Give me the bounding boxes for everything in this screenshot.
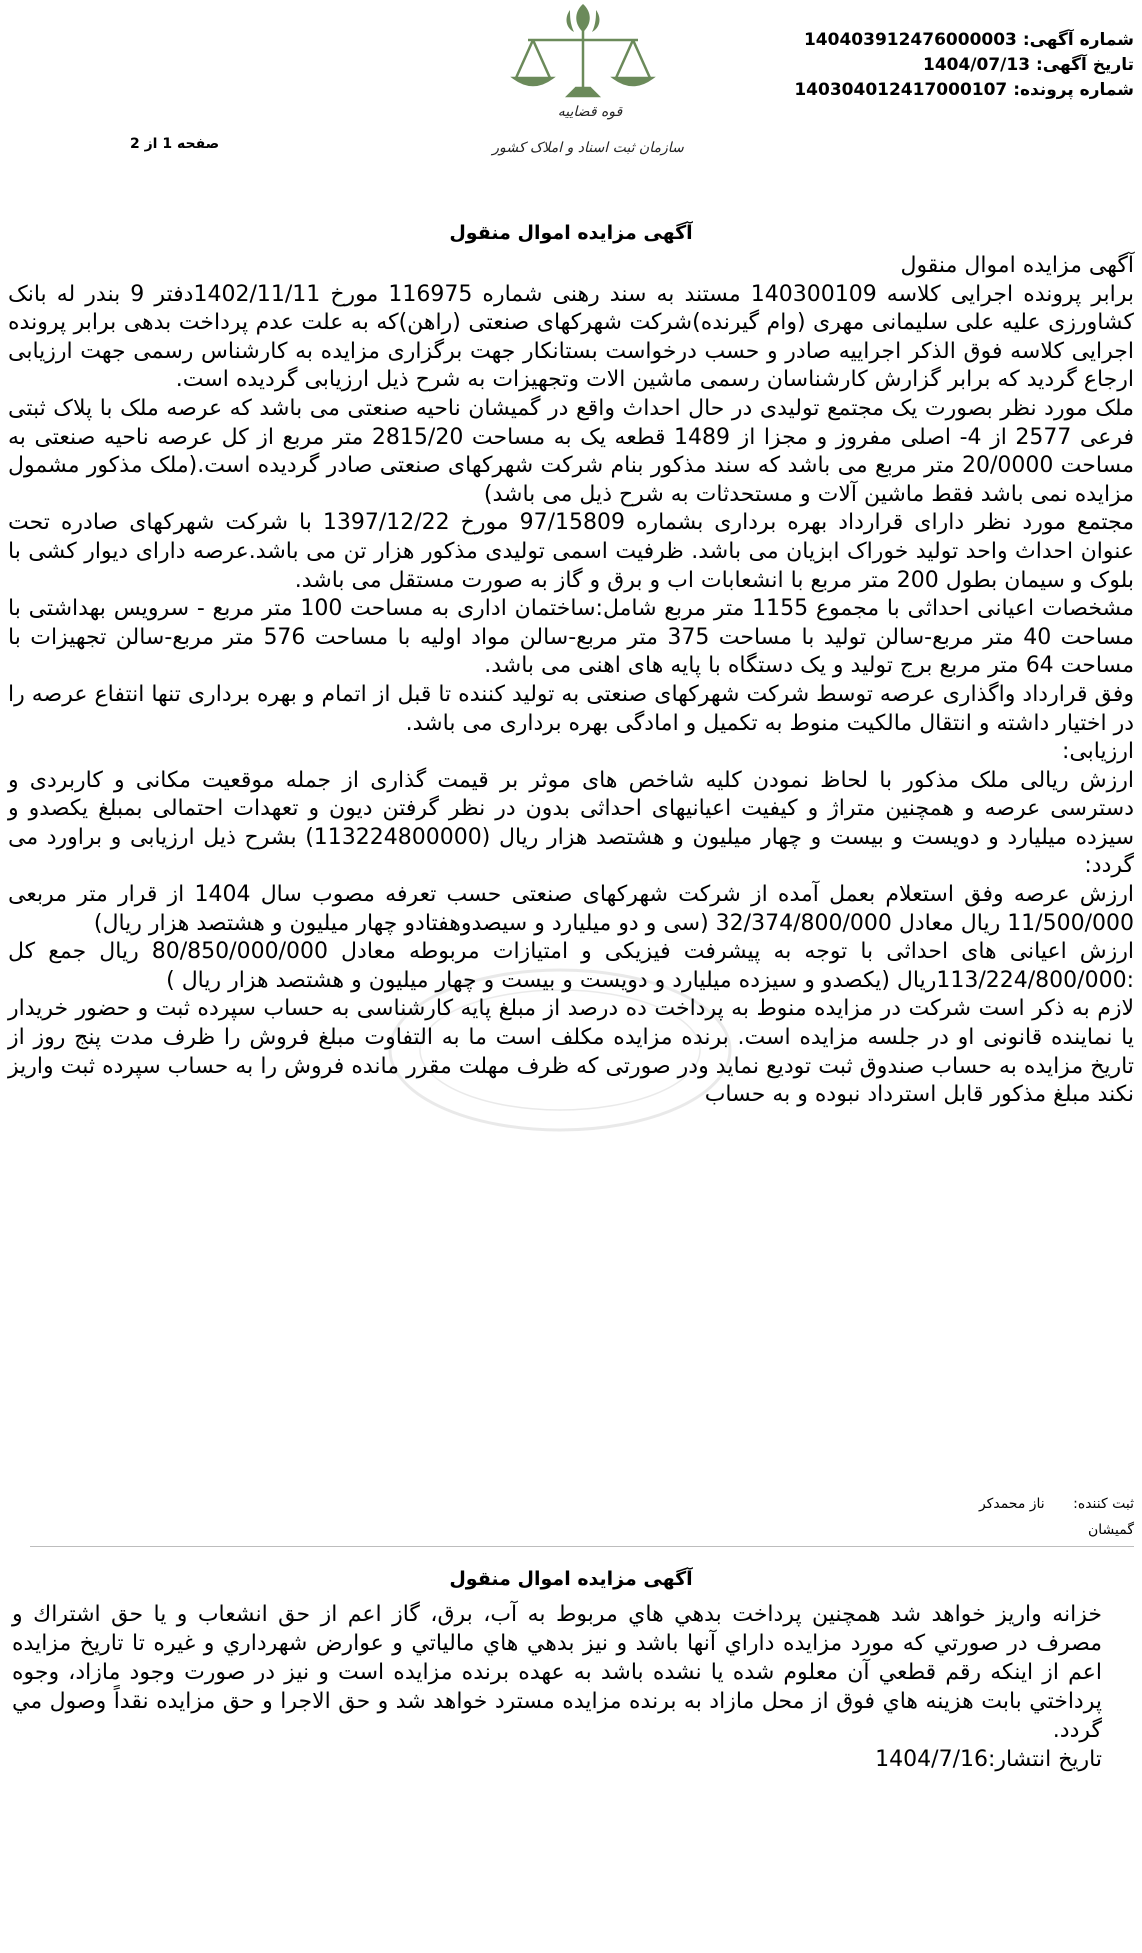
notice1-title: آگهی مزایده اموال منقول [449,222,693,244]
ad-number-label: شماره آگهی: [1022,30,1134,50]
registrar [979,1496,1134,1512]
case-number-label: شماره پرونده: [1013,80,1134,100]
notice1-paragraph: لازم به ذکر است شرکت در مزایده منوط به پرداخت ده درصد از مبلغ پایه کارشناسی به حساب سپرده ثبت و حضور خریدار یا نماینده قانونی او در جلسه مزایده است. برنده مزایده مکلف است ما به التفاوت مبلغ فروش را ظرف مدت پنج روز از تاریخ مزایده به حساب صندوق ثبت تودیع نماید ودر صورتی که ظرف مهلت مقرر مانده فروش را به حساب سپرده ثبت واریز نکند مبلغ مذکور قابل استرداد نبوده و به حساب [8,996,1134,1108]
notice1-paragraph: وفق قرارداد واگذاری عرصه توسط شرکت شهرکهای صنعتی به تولید کننده تا قبل از اتمام و بهره برداری تنها انتفاع عرصه را در اختیار داشته و انتقال مالکیت منوط به تکمیل و امادگی بهره برداری می باشد. [8,681,1134,736]
notice1-paragraph: مشخصات اعیانی احداثی با مجموع 1155 متر مربع شامل:ساختمان اداری به مساحت 100 متر مربع - سرویس بهداشتی با مساحت 40 متر مربع-سالن تولید با مساحت 375 متر مربع-سالن مواد اولیه با مساحت 576 متر مربع-سالن تجهیزات با مساحت 64 متر مربع برج تولید و یک دستگاه با پایه های اهنی می باشد. [8,596,1134,679]
case-number-row [794,78,1134,103]
ad-date-row [794,53,1134,78]
notice1-paragraph: ارزش ریالی ملک مذکور با لحاظ نمودن کلیه شاخص های موثر بر قیمت گذاری از جمله موقعیت مکانی و کاربردی و دسترسی عرصه و همچنین متراژ و کیفیت اعیانیهای احداثی بدون در نظر گرفتن دیون و تعهدات احتمالی بمبلغ یکصدو و سیزده میلیارد و دویست و بیست و چهار میلیون و هشتصد هزار ریال (113224800000) بشرح ذیل ارزیابی و براورد می گردد: [8,767,1135,879]
case-number: 140304012417000107 [794,80,1008,100]
ad-date-label: تاریخ آگهی: [1035,55,1134,75]
ad-date: 1404/07/13 [922,55,1031,75]
notice2-paragraph: خزانه واریز خواهد شد همچنین پرداخت بدهي هاي مربوط به آب، برق، گاز اعم از حق انشعاب و يا حق اشتراك و مصرف در صورتي كه مورد مزايده داراي آنها باشد و نيز بدهي هاي مالياتي و عوارض شهرداري و غيره تا تاريخ مزايده اعم از اينكه رقم قطعي آن معلوم شده يا نشده باشد به عهده برنده مزايده است و نيز در صورت وجود مازاد، وجوه پرداختي بابت هزينه هاي فوق از محل مازاد به برنده مزايده مسترد خواهد شد و حق الاجرا و حق مزايده نقداً وصول مي گردد. [12,1602,1102,1743]
notice1-paragraph: ارزیابی: [1061,739,1134,765]
notice1-body [8,252,1134,1110]
page-indicator: صفحه 1 از 2 [130,136,220,152]
emblem-caption: قوه قضاییه [557,104,623,120]
section-divider [30,1546,1134,1547]
notice1-paragraph: ارزش عرصه وفق استعلام بعمل آمده از شرکت شهرکهای صنعتی حسب تعرفه مصوب سال 1404 از قرار متر مربعی 11/500/000 ریال معادل 32/374/800/000 (سی و دو میلیارد و سیصدوهفتادو چهار میلیون و هشتصد هزار ریال) [8,882,1134,936]
registrar-name: ناز محمدکر [978,1496,1045,1512]
notice1-paragraph: مجتمع مورد نظر دارای قرارداد بهره برداری بشماره 97/15809 مورخ 1397/12/22 با شرکت شهرکهای صادره تحت عنوان احداث واحد تولید خوراک ابزیان می باشد. ظرفیت اسمی تولیدی مذکور هزار تن می باشد.عرصه دارای دیوار کشی با بلوک و سیمان بطول 200 متر مربع با انشعابات اب و برق و گاز به صورت مستقل می باشد. [8,510,1135,593]
notice1-paragraph: ارزش اعیانی های احداثی با توجه به پیشرفت فیزیکی و امتیازات مربوطه معادل 80/850/000/000 ریال جمع کل :113/224/800/000ریال (یکصدو و سیزده میلیارد و دویست و بیست و چهار میلیون و هشتصد هزار ریال ) [8,939,1135,993]
registrar-label: ثبت کننده: [1073,1496,1134,1512]
notice1-paragraph: برابر پرونده اجرایی کلاسه 140300109 مستند به سند رهنی شماره 116975 مورخ 1402/11/11دفتر 9 بندر له بانک کشاورزی علیه علی سلیمانی مهری (وام گیرنده)شرکت شهرکهای صنعتی (راهن)که به علت عدم پرداخت بدهی برابر پرونده اجرایی کلاسه فوق الذکر اجراییه صادر و حسب درخواست بستانکار جهت برگزاری مزایده به کارشناس رسمی جهت ارزیابی ارجاع گردید که برابر گزارش کارشناسان رسمی ماشین الات وتجهیزات به شرح ذیل ارزیابی گردیده است. [8,281,1134,393]
header-meta [794,28,1134,103]
org-caption: سازمان ثبت اسناد و املاک کشور [492,140,684,156]
city: گمیشان [1087,1522,1134,1538]
notice1-paragraph: ملک مورد نظر بصورت یک مجتمع تولیدی در حال احداث واقع در گمیشان ناحیه صنعتی می باشد که عرصه ملک با پلاک ثبتی فرعی 2577 از 4- اصلی مفروز و مجزا از 1489 قطعه یک به مساحت 2815/20 متر مربع از کل عرصه ناحیه صنعتی به مساحت 20/0000 متر مربع می باشد که سند مذکور بنام شرکت شهرکهای صنعتی صادر گردیده است.(ملک مذکور مشمول مزایده نمی باشد فقط ماشین آلات و مستحدثات به شرح ذیل می باشد) [8,395,1135,507]
ad-number: 140403912476000003 [803,30,1017,50]
publish-date: تاریخ انتشار:1404/7/16 [875,1747,1102,1772]
notice2-title: آگهی مزایده اموال منقول [449,1568,693,1590]
notice2-body [12,1600,1102,1774]
ad-number-row [794,28,1134,53]
notice1-paragraph: آگهی مزایده اموال منقول [900,253,1134,278]
